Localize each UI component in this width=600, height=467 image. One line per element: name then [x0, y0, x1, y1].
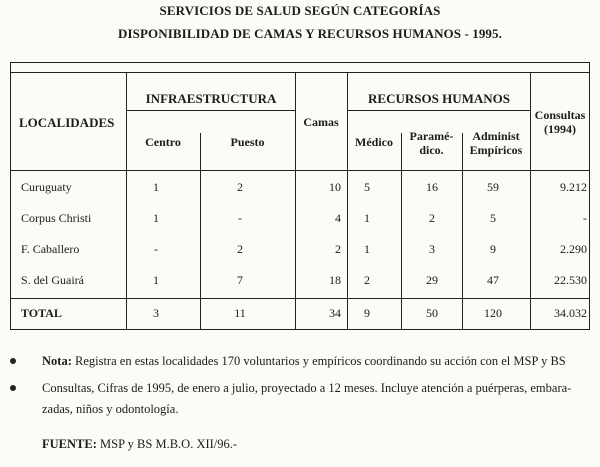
cell-medico: 1 — [364, 211, 370, 225]
cell-puesto: 11 — [234, 306, 246, 320]
medico-header: Médico — [355, 135, 393, 149]
col-divider — [200, 133, 201, 329]
health-services-table — [10, 62, 590, 330]
row-divider — [11, 170, 589, 171]
cell-camas: 10 — [329, 180, 341, 194]
consultas-header-line2: (1994) — [544, 122, 576, 136]
cell-administ: 5 — [490, 211, 496, 225]
paramedico-header — [401, 129, 462, 157]
puesto-header: Puesto — [230, 135, 265, 149]
fuente-label: FUENTE: — [42, 437, 97, 451]
cell-medico: 2 — [364, 273, 370, 287]
consultas-note-line2: zadas, niños y odontología. — [42, 402, 179, 416]
cell-camas: 4 — [335, 211, 341, 225]
col-divider — [347, 73, 348, 329]
cell-puesto: 2 — [237, 180, 243, 194]
source-line — [42, 437, 237, 452]
cell-administ: 47 — [487, 273, 499, 287]
note-text — [42, 351, 592, 372]
nota-body: Registra en estas localidades 170 voluntarios y empíricos coordinando su acción con el MSP y BS — [71, 354, 566, 368]
cell-administ: 59 — [487, 180, 499, 194]
cell-centro: 1 — [153, 180, 159, 194]
camas-header: Camas — [303, 115, 339, 129]
nota-label: Nota: — [42, 354, 72, 368]
cell-consultas: - — [583, 211, 587, 225]
bullet-icon — [10, 385, 16, 391]
cell-centro: 3 — [153, 306, 159, 320]
cell-puesto: 2 — [237, 242, 243, 256]
title-line-1: SERVICIOS DE SALUD SEGÚN CATEGORÍAS — [159, 3, 441, 18]
cell-camas: 2 — [335, 242, 341, 256]
cell-puesto: 7 — [237, 273, 243, 287]
col-divider — [295, 73, 296, 329]
cell-centro: 1 — [153, 211, 159, 225]
cell-administ: 9 — [490, 242, 496, 256]
cell-centro: - — [154, 242, 158, 256]
cell-camas: 34 — [329, 306, 341, 320]
cell-consultas: 2.290 — [560, 242, 587, 256]
cell-paramedico: 2 — [429, 211, 435, 225]
cell-localidad: Corpus Christi — [21, 211, 92, 225]
infraestructura-header: INFRAESTRUCTURA — [145, 91, 277, 106]
row-divider — [347, 110, 531, 111]
cell-localidad: S. del Guairá — [21, 273, 84, 287]
cell-total-label: TOTAL — [21, 306, 62, 320]
cell-paramedico: 16 — [426, 180, 438, 194]
administ-header-line2: Empíricos — [469, 143, 523, 157]
cell-centro: 1 — [153, 273, 159, 287]
table-top-band — [11, 63, 589, 73]
row-divider — [126, 110, 296, 111]
consultas-note-line1: Consultas, Cifras de 1995, de enero a julio, proyectado a 12 meses. Incluye atención a puérperas, embara- — [42, 381, 572, 395]
consultas-header-line1: Consultas — [534, 108, 586, 122]
administ-header-line1: Administ — [472, 129, 520, 143]
col-divider — [401, 133, 402, 329]
cell-paramedico: 3 — [429, 242, 435, 256]
paramedico-header-line1: Paramé- — [409, 129, 454, 143]
cell-medico: 5 — [364, 180, 370, 194]
administ-header — [462, 129, 530, 157]
recursos-humanos-header: RECURSOS HUMANOS — [368, 91, 510, 106]
cell-camas: 18 — [329, 273, 341, 287]
bullet-icon — [10, 358, 16, 364]
cell-localidad: F. Caballero — [21, 242, 80, 256]
cell-puesto: - — [238, 211, 242, 225]
col-divider — [462, 133, 463, 329]
cell-consultas: 22.530 — [554, 273, 587, 287]
localidades-header: LOCALIDADES — [19, 115, 115, 130]
cell-medico: 9 — [364, 306, 370, 320]
cell-paramedico: 29 — [426, 273, 438, 287]
row-divider — [11, 298, 589, 299]
cell-consultas: 34.032 — [554, 306, 587, 320]
fuente-text: MSP y BS M.B.O. XII/96.- — [96, 437, 238, 451]
cell-paramedico: 50 — [426, 306, 438, 320]
title-line-2: DISPONIBILIDAD DE CAMAS Y RECURSOS HUMANOS - 1995. — [118, 26, 502, 41]
cell-localidad: Curuguaty — [21, 180, 72, 194]
paramedico-header-line2: dico. — [419, 143, 444, 157]
consultas-header — [530, 108, 590, 136]
cell-consultas: 9.212 — [560, 180, 587, 194]
cell-administ: 120 — [484, 306, 502, 320]
cell-medico: 1 — [364, 242, 370, 256]
col-divider — [126, 73, 127, 329]
centro-header: Centro — [145, 135, 181, 149]
note-text — [42, 378, 592, 420]
